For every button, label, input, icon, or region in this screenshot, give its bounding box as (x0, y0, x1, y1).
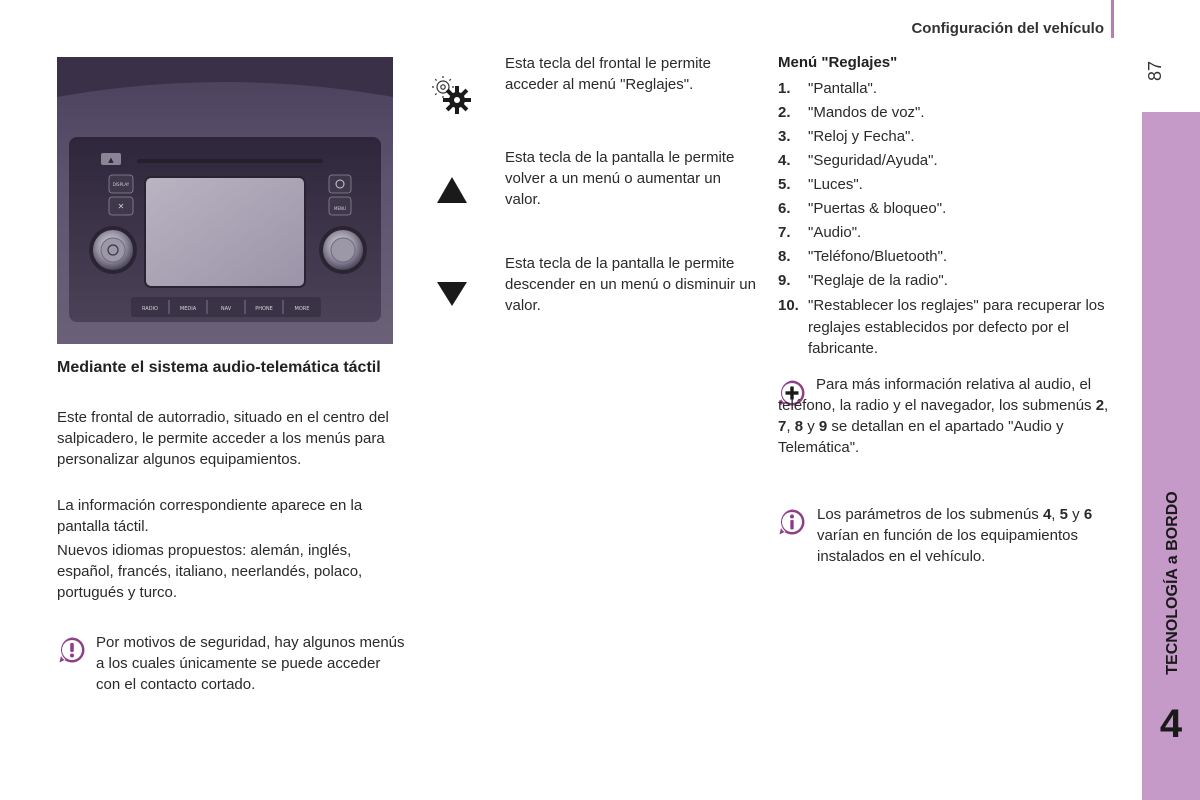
more-key-label: MORE (294, 306, 310, 312)
phone-key-label: PHONE (255, 306, 273, 312)
list-item: 4. "Seguridad/Ayuda". (778, 152, 938, 169)
list-item: 3. "Reloj y Fecha". (778, 128, 915, 145)
menu-title: Menú "Reglajes" (778, 54, 898, 71)
gears-icon (430, 73, 476, 115)
warning-icon (58, 636, 86, 664)
list-item: 2. "Mandos de voz". (778, 104, 925, 121)
list-item: 7. "Audio". (778, 224, 862, 241)
svg-text:✕: ✕ (117, 202, 125, 211)
running-header-title: Configuración del vehículo (911, 20, 1104, 37)
settings-menu-list (778, 77, 1128, 360)
key-text-settings: Esta tecla del frontal le permite acceder al menú "Reglajes". (505, 55, 711, 93)
list-item: 6. "Puertas & bloqueo". (778, 200, 947, 217)
section-heading: Mediante el sistema audio-telemática táctil (57, 359, 381, 376)
radio-key-label: RADIO (142, 306, 158, 312)
info-icon (778, 508, 806, 536)
list-item: 5. "Luces". (778, 176, 863, 193)
info-note: Los parámetros de los submenús 4, 5 y 6 varían en función de los equipamientos instalados en el vehículo. (817, 506, 1093, 565)
paragraph-languages: Nuevos idiomas propuestos: alemán, inglés, español, francés, italiano, neerlandés, polaco, portugués y turco. (57, 542, 363, 601)
media-key-label: MEDIA (179, 306, 197, 312)
chapter-side-tab (1142, 112, 1200, 800)
chapter-number: 4 (1159, 702, 1183, 746)
header-accent-bar (1111, 0, 1114, 38)
nav-key-label: NAV (220, 306, 232, 312)
radio-unit-photo (57, 57, 393, 344)
warning-note: Por motivos de seguridad, hay algunos menús a los cuales únicamente se puede acceder con el contacto cortado. (96, 634, 405, 693)
key-text-down: Esta tecla de la pantalla le permite descender en un menú o disminuir un valor. (505, 255, 756, 314)
triangle-down-icon (436, 281, 468, 307)
key-text-up: Esta tecla de la pantalla le permite volver a un menú o aumentar un valor. (505, 149, 735, 208)
list-item: 8. "Teléfono/Bluetooth". (778, 248, 948, 265)
plus-note: Para más información relativa al audio, el teléfono, la radio y el navegador, los submenús 2, 7, 8 y 9 se detallan en el apartado "Audio y Telemática". (778, 376, 1109, 456)
menu-key-label: MENU (334, 206, 346, 211)
eject-label: ▲ (108, 156, 114, 164)
list-item: 9. "Reglaje de la radio". (778, 272, 948, 289)
page-number: 87 (1145, 60, 1165, 82)
list-item: 10. "Restablecer los reglajes" para recuperar los reglajes establecidos por defecto por el fabricante. (778, 297, 1105, 357)
chapter-tab-text: TECNOLOGÍA a BORDO (1164, 491, 1181, 675)
paragraph-display: La información correspondiente aparece en la pantalla táctil. (57, 497, 363, 535)
chapter-tab-label (1163, 478, 1183, 688)
triangle-up-icon (436, 176, 468, 204)
paragraph-intro: Este frontal de autorradio, situado en el centro del salpicadero, le permite acceder a los menús para personalizar algunos equipamientos. (57, 409, 389, 468)
display-key-label: DISPLAY (112, 182, 130, 187)
list-item: 1. "Pantalla". (778, 80, 878, 97)
